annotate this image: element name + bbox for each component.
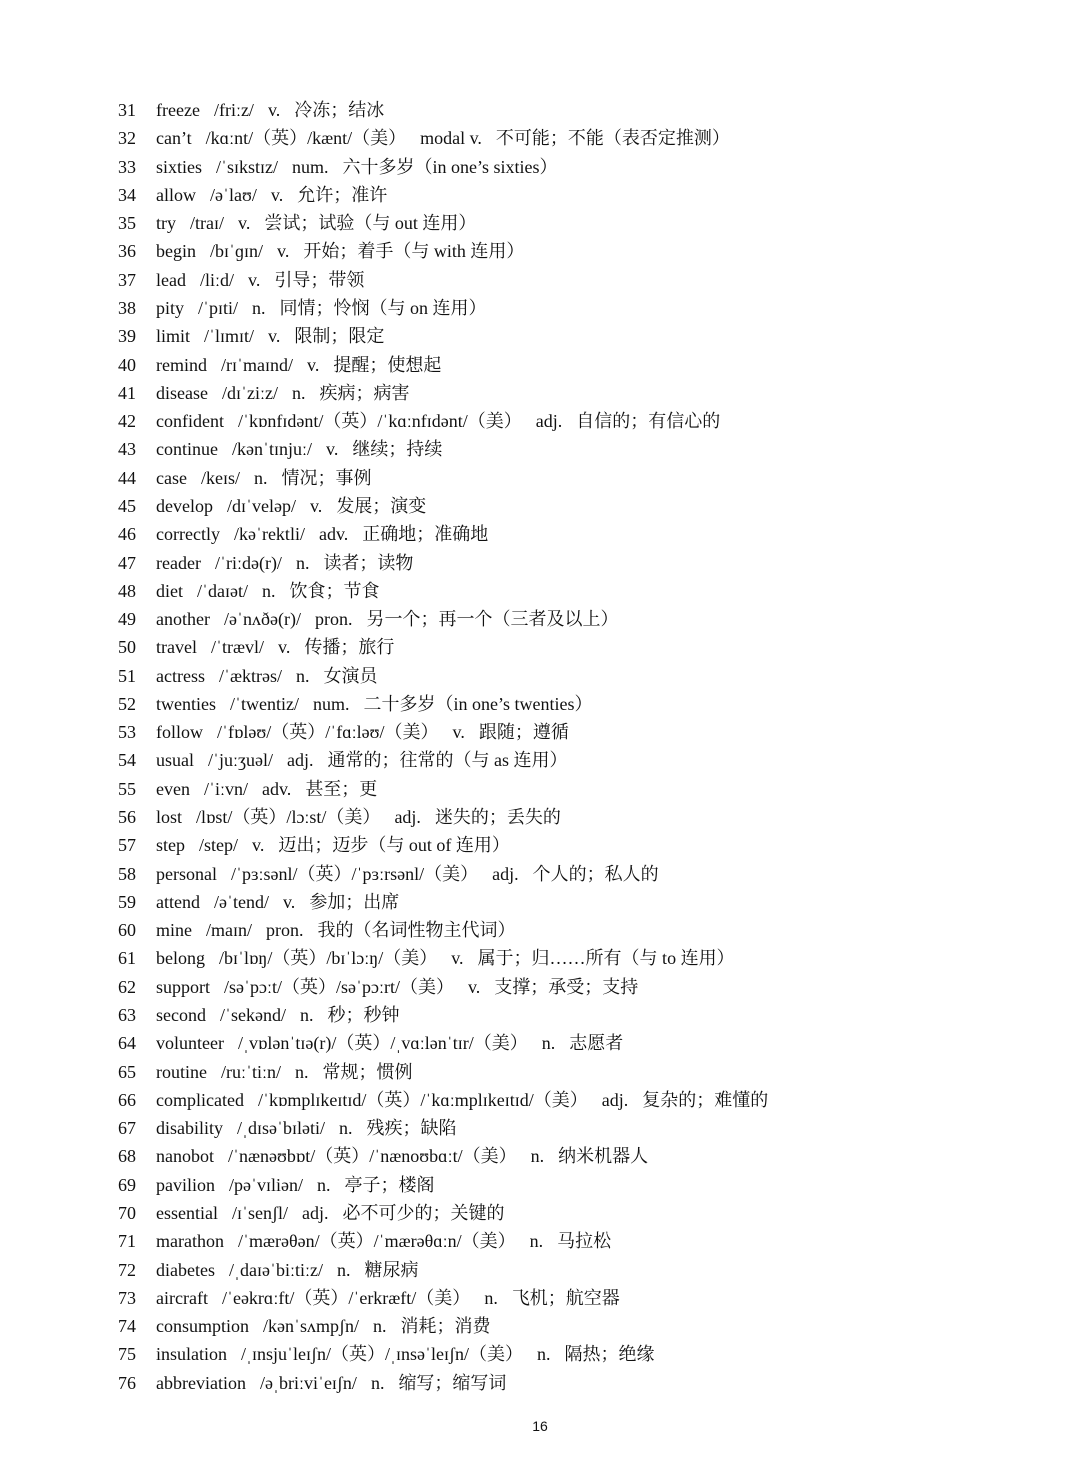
entry-part-of-speech: n. — [338, 1118, 353, 1139]
entry-number: 68 — [118, 1146, 136, 1167]
entry-number: 43 — [118, 439, 136, 460]
entry-number: 76 — [118, 1372, 136, 1393]
entry-part-of-speech: n. — [373, 1316, 387, 1337]
entry-word: can’t — [156, 128, 192, 149]
entry-word: case — [156, 467, 187, 488]
entry-phonetic: /səˈpɔːt/（英）/səˈpɔːrt/（美） — [224, 976, 454, 997]
entry-word: limit — [156, 326, 191, 347]
vocab-entry — [118, 351, 1058, 379]
vocab-entry — [118, 237, 1058, 265]
entry-phonetic: /lɒst/（英）/lɔːst/（美） — [196, 807, 381, 828]
entry-word: remind — [156, 354, 207, 375]
entry-number: 31 — [118, 100, 136, 120]
entry-number: 55 — [118, 778, 136, 799]
entry-word: develop — [156, 495, 213, 516]
entry-number: 57 — [118, 835, 136, 856]
entry-number: 72 — [118, 1259, 136, 1280]
entry-meaning: 二十多岁（in one’s twenties） — [363, 693, 593, 714]
vocab-entry — [118, 973, 1058, 1001]
entry-word: travel — [156, 637, 197, 658]
entry-phonetic: /pəˈvɪliən/ — [229, 1174, 303, 1195]
entry-part-of-speech: v. — [267, 100, 281, 120]
entry-number: 44 — [118, 467, 136, 488]
entry-meaning: 缩写；缩写词 — [398, 1372, 507, 1393]
entry-meaning: 女演员 — [323, 665, 378, 686]
entry-meaning: 引导；带领 — [274, 269, 365, 290]
entry-phonetic: /ˈriːdə(r)/ — [214, 552, 282, 573]
entry-number: 39 — [118, 326, 136, 347]
entry-phonetic: /ˈpɜːsənl/（英）/ˈpɜːrsənl/（美） — [230, 863, 479, 884]
entry-word: marathon — [156, 1231, 224, 1252]
entry-part-of-speech: adj. — [286, 750, 314, 771]
vocab-entry — [118, 492, 1058, 520]
vocab-entry — [118, 181, 1058, 209]
entry-phonetic: /kɑːnt/（英）/kænt/（美） — [205, 128, 407, 149]
entry-phonetic: /ˈkɒnfɪdənt/（英）/ˈkɑːnfɪdənt/（美） — [237, 411, 522, 432]
entry-phonetic: /dɪˈziːz/ — [221, 382, 278, 403]
entry-meaning: 尝试；试验（与 out 连用） — [264, 213, 477, 234]
entry-phonetic: /traɪ/ — [190, 213, 224, 234]
vocab-entry — [118, 605, 1058, 633]
entry-meaning: 甚至；更 — [305, 778, 378, 799]
entry-part-of-speech: modal v. — [420, 128, 482, 149]
entry-word: nanobot — [156, 1146, 214, 1167]
entry-part-of-speech: v. — [238, 213, 251, 234]
entry-phonetic: /ˈeəkrɑːft/（英）/ˈerkræft/（美） — [221, 1287, 471, 1308]
entry-number: 61 — [118, 948, 136, 969]
entry-part-of-speech: v. — [451, 948, 464, 969]
entry-number: 48 — [118, 580, 136, 601]
vocab-entry — [118, 803, 1058, 831]
entry-meaning: 糖尿病 — [364, 1259, 419, 1280]
vocab-entry — [118, 1029, 1058, 1057]
entry-part-of-speech: v. — [452, 722, 465, 743]
entry-word: freeze — [156, 100, 200, 120]
entry-word: insulation — [156, 1344, 227, 1365]
entry-number: 54 — [118, 750, 136, 771]
entry-meaning: 六十多岁（in one’s sixties） — [342, 156, 558, 177]
entry-word: volunteer — [156, 1033, 224, 1054]
entry-number: 66 — [118, 1089, 136, 1110]
vocab-entry — [118, 831, 1058, 859]
entry-number: 65 — [118, 1061, 136, 1082]
entry-number: 37 — [118, 269, 136, 290]
entry-phonetic: /əˌbriːviˈeɪʃn/ — [259, 1372, 357, 1393]
entry-phonetic: /ˈlɪmɪt/ — [204, 326, 255, 347]
entry-number: 64 — [118, 1033, 136, 1054]
entry-word: complicated — [156, 1089, 244, 1110]
vocab-entry — [118, 464, 1058, 492]
entry-number: 32 — [118, 128, 136, 149]
entry-part-of-speech: adj. — [492, 863, 519, 884]
entry-meaning: 允许；准许 — [297, 184, 388, 205]
entry-meaning: 跟随；遵循 — [478, 722, 569, 743]
entry-phonetic: /ˌɪnsjuˈleɪʃn/（英）/ˌɪnsəˈleɪʃn/（美） — [241, 1344, 523, 1365]
entry-word: disease — [156, 382, 208, 403]
entry-phonetic: /ˈsɪkstɪz/ — [216, 156, 279, 177]
entry-meaning: 提醒；使想起 — [333, 354, 442, 375]
entry-phonetic: /ˈtwentiz/ — [230, 693, 299, 714]
entry-meaning: 属于；归……所有（与 to 连用） — [477, 948, 735, 969]
entry-number: 63 — [118, 1005, 136, 1025]
entry-word: confident — [156, 411, 224, 432]
entry-meaning: 不可能；不能（表否定推测） — [495, 128, 730, 149]
entry-phonetic: /əˈtend/ — [213, 891, 269, 912]
vocab-entry — [118, 1340, 1058, 1368]
vocab-entry — [118, 1369, 1058, 1397]
entry-phonetic: /ˈtrævl/ — [210, 637, 264, 658]
entry-number: 45 — [118, 495, 136, 516]
entry-meaning: 另一个；再一个（三者及以上） — [366, 609, 619, 630]
entry-phonetic: /ˈpɪti/ — [198, 297, 239, 318]
entry-number: 73 — [118, 1287, 136, 1308]
entry-meaning: 我的（名词性物主代词） — [317, 920, 516, 941]
vocab-entry — [118, 1256, 1058, 1284]
entry-phonetic: /ɪˈsenʃl/ — [231, 1202, 288, 1223]
entry-part-of-speech: v. — [252, 835, 265, 856]
entry-meaning: 发展；演变 — [336, 495, 427, 516]
entry-word: support — [156, 976, 210, 997]
entry-part-of-speech: n. — [484, 1287, 498, 1308]
entry-part-of-speech: v. — [325, 439, 339, 460]
entry-word: begin — [156, 241, 196, 262]
vocab-entry — [118, 266, 1058, 294]
entry-number: 34 — [118, 184, 136, 205]
entry-meaning: 读者；读物 — [323, 552, 414, 573]
entry-meaning: 饮食；节食 — [289, 580, 380, 601]
entry-word: attend — [156, 891, 200, 912]
entry-word: aircraft — [156, 1287, 208, 1308]
entry-part-of-speech: adj. — [601, 1089, 629, 1110]
entry-meaning: 个人的；私人的 — [532, 863, 659, 884]
entry-word: consumption — [156, 1316, 249, 1337]
entry-word: personal — [156, 863, 217, 884]
entry-number: 33 — [118, 156, 136, 177]
entry-number: 70 — [118, 1202, 136, 1223]
entry-meaning: 支撑；承受；支持 — [494, 976, 639, 997]
entry-part-of-speech: n. — [529, 1231, 544, 1252]
vocab-entry — [118, 153, 1058, 181]
entry-part-of-speech: n. — [370, 1372, 385, 1393]
entry-word: lead — [156, 269, 186, 290]
entry-phonetic: /ˈnænəʊbɒt/（英）/ˈnænoʊbɑːt/（美） — [228, 1146, 517, 1167]
vocab-entry — [118, 1171, 1058, 1199]
entry-part-of-speech: n. — [253, 467, 268, 488]
vocab-entry — [118, 1086, 1058, 1114]
entry-meaning: 志愿者 — [569, 1033, 624, 1054]
vocab-entry — [118, 944, 1058, 972]
entry-number: 36 — [118, 241, 136, 262]
entry-meaning: 通常的；往常的（与 as 连用） — [327, 750, 568, 771]
entry-phonetic: /əˈnʌðə(r)/ — [223, 609, 301, 630]
entry-word: follow — [156, 722, 203, 743]
vocab-entry — [118, 662, 1058, 690]
entry-number: 35 — [118, 213, 136, 234]
entry-word: diabetes — [156, 1259, 215, 1280]
entry-meaning: 限制；限定 — [294, 326, 385, 347]
entry-phonetic: /dɪˈveləp/ — [226, 495, 296, 516]
entry-word: reader — [156, 552, 201, 573]
entry-part-of-speech: pron. — [314, 609, 353, 630]
entry-number: 51 — [118, 665, 136, 686]
page-number: 16 — [532, 1418, 548, 1434]
entry-word: belong — [156, 948, 205, 969]
vocab-entry — [118, 1058, 1058, 1086]
entry-meaning: 消耗；消费 — [400, 1316, 491, 1337]
entry-word: pavilion — [156, 1174, 215, 1195]
entry-phonetic: /ˈfɒləʊ/（英）/ˈfɑːləʊ/（美） — [217, 722, 439, 743]
entry-meaning: 常规；惯例 — [322, 1061, 413, 1082]
entry-phonetic: /kənˈsʌmpʃn/ — [263, 1316, 359, 1337]
entry-part-of-speech: v. — [306, 354, 320, 375]
entry-phonetic: /maɪn/ — [206, 920, 252, 941]
entry-number: 56 — [118, 807, 136, 828]
entry-part-of-speech: adv. — [318, 524, 349, 545]
entry-phonetic: /ˈmærəθən/（英）/ˈmærəθɑːn/（美） — [237, 1231, 516, 1252]
vocab-entry — [118, 916, 1058, 944]
entry-part-of-speech: n. — [291, 382, 306, 403]
entry-word: usual — [156, 750, 194, 771]
entry-word: continue — [156, 439, 218, 460]
entry-part-of-speech: v. — [248, 269, 261, 290]
entry-number: 42 — [118, 411, 136, 432]
entry-word: second — [156, 1005, 206, 1025]
entry-word: correctly — [156, 524, 220, 545]
vocab-entry — [118, 379, 1058, 407]
entry-part-of-speech: adv. — [261, 778, 292, 799]
vocab-entry — [118, 775, 1058, 803]
vocab-entry — [118, 1001, 1058, 1029]
entry-number: 38 — [118, 297, 136, 318]
entry-meaning: 疾病；病害 — [319, 382, 410, 403]
entry-word: actress — [156, 665, 205, 686]
entry-number: 71 — [118, 1231, 136, 1252]
vocab-entry — [118, 96, 1058, 124]
entry-phonetic: /ˈsekənd/ — [219, 1005, 286, 1025]
vocab-entry — [118, 746, 1058, 774]
vocabulary-list — [118, 96, 1058, 1397]
vocab-entry — [118, 860, 1058, 888]
vocab-entry — [118, 1142, 1058, 1170]
entry-meaning: 同情；怜悯（与 on 连用） — [279, 297, 487, 318]
entry-meaning: 复杂的；难懂的 — [642, 1089, 769, 1110]
entry-part-of-speech: n. — [295, 1061, 309, 1082]
vocab-entry — [118, 124, 1058, 152]
entry-part-of-speech: n. — [541, 1033, 556, 1054]
entry-meaning: 正确地；准确地 — [362, 524, 489, 545]
entry-meaning: 迷失的；丢失的 — [434, 807, 561, 828]
entry-number: 52 — [118, 693, 136, 714]
vocab-entry — [118, 1284, 1058, 1312]
entry-phonetic: /ˌvɒlənˈtɪə(r)/（英）/ˌvɑːlənˈtɪr/（美） — [237, 1033, 528, 1054]
entry-part-of-speech: num. — [292, 156, 329, 177]
entry-meaning: 飞机；航空器 — [511, 1287, 620, 1308]
entry-word: twenties — [156, 693, 216, 714]
entry-word: essential — [156, 1202, 218, 1223]
entry-part-of-speech: num. — [312, 693, 350, 714]
entry-phonetic: /ruːˈtiːn/ — [221, 1061, 281, 1082]
entry-part-of-speech: adj. — [394, 807, 421, 828]
entry-word: lost — [156, 807, 183, 828]
entry-meaning: 残疾；缺陷 — [366, 1118, 457, 1139]
entry-number: 46 — [118, 524, 136, 545]
entry-number: 69 — [118, 1174, 136, 1195]
entry-phonetic: /ˈdaɪət/ — [197, 580, 248, 601]
vocab-entry — [118, 1312, 1058, 1340]
entry-phonetic: /bɪˈlɒŋ/（英）/bɪˈlɔːŋ/（美） — [219, 948, 438, 969]
entry-phonetic: /ˈjuːʒuəl/ — [208, 750, 273, 771]
entry-word: sixties — [156, 156, 203, 177]
vocab-entry — [118, 294, 1058, 322]
entry-number: 75 — [118, 1344, 136, 1365]
vocab-entry — [118, 1227, 1058, 1255]
vocab-entry — [118, 322, 1058, 350]
entry-phonetic: /bɪˈɡɪn/ — [210, 241, 263, 262]
entry-phonetic: /ˌdaɪəˈbiːtiːz/ — [228, 1259, 323, 1280]
entry-number: 59 — [118, 891, 136, 912]
entry-phonetic: /rɪˈmaɪnd/ — [221, 354, 293, 375]
vocab-entry — [118, 407, 1058, 435]
entry-part-of-speech: n. — [252, 297, 266, 318]
entry-part-of-speech: v. — [268, 326, 281, 347]
entry-word: disability — [156, 1118, 223, 1139]
vocab-entry — [118, 1114, 1058, 1142]
entry-meaning: 马拉松 — [557, 1231, 612, 1252]
entry-word: try — [156, 213, 176, 234]
entry-part-of-speech: v. — [282, 891, 296, 912]
entry-phonetic: /kəˈrektli/ — [233, 524, 305, 545]
entry-part-of-speech: v. — [277, 241, 290, 262]
entry-phonetic: /ˈiːvn/ — [203, 778, 248, 799]
entry-meaning: 迈出；迈步（与 out of 连用） — [278, 835, 510, 856]
entry-meaning: 冷冻；结冰 — [294, 100, 385, 120]
entry-word: even — [156, 778, 190, 799]
vocab-entry — [118, 1199, 1058, 1227]
entry-part-of-speech: n. — [316, 1174, 331, 1195]
entry-number: 62 — [118, 976, 136, 997]
entry-phonetic: /kənˈtɪnjuː/ — [231, 439, 312, 460]
entry-word: mine — [156, 920, 192, 941]
entry-meaning: 继续；持续 — [352, 439, 443, 460]
entry-number: 58 — [118, 863, 136, 884]
entry-number: 40 — [118, 354, 136, 375]
entry-phonetic: /əˈlaʊ/ — [210, 184, 257, 205]
entry-phonetic: /step/ — [199, 835, 238, 856]
entry-word: allow — [156, 184, 196, 205]
entry-part-of-speech: pron. — [266, 920, 304, 941]
entry-number: 53 — [118, 722, 136, 743]
entry-word: diet — [156, 580, 183, 601]
vocab-entry — [118, 577, 1058, 605]
entry-part-of-speech: n. — [295, 552, 310, 573]
entry-meaning: 必不可少的；关键的 — [342, 1202, 505, 1223]
entry-number: 67 — [118, 1118, 136, 1139]
entry-phonetic: /keɪs/ — [200, 467, 240, 488]
entry-part-of-speech: n. — [299, 1005, 314, 1025]
entry-meaning: 纳米机器人 — [558, 1146, 649, 1167]
entry-part-of-speech: n. — [261, 580, 276, 601]
entry-meaning: 情况；事例 — [281, 467, 372, 488]
vocab-entry — [118, 435, 1058, 463]
entry-word: another — [156, 609, 210, 630]
entry-phonetic: /ˈæktrəs/ — [218, 665, 282, 686]
entry-number: 50 — [118, 637, 136, 658]
entry-number: 60 — [118, 920, 136, 941]
vocab-entry — [118, 209, 1058, 237]
vocab-entry — [118, 718, 1058, 746]
vocab-entry — [118, 520, 1058, 548]
entry-part-of-speech: v. — [309, 495, 323, 516]
entry-number: 47 — [118, 552, 136, 573]
entry-part-of-speech: n. — [295, 665, 310, 686]
entry-word: pity — [156, 297, 185, 318]
entry-word: step — [156, 835, 185, 856]
entry-part-of-speech: n. — [536, 1344, 551, 1365]
entry-number: 41 — [118, 382, 136, 403]
entry-meaning: 开始；着手（与 with 连用） — [303, 241, 525, 262]
entry-phonetic: /liːd/ — [199, 269, 234, 290]
entry-word: routine — [156, 1061, 207, 1082]
entry-meaning: 亭子；楼阁 — [344, 1174, 435, 1195]
entry-part-of-speech: v. — [467, 976, 481, 997]
entry-part-of-speech: adj. — [535, 411, 563, 432]
entry-word: abbreviation — [156, 1372, 246, 1393]
entry-number: 74 — [118, 1316, 136, 1337]
entry-part-of-speech: adj. — [301, 1202, 329, 1223]
entry-number: 49 — [118, 609, 136, 630]
entry-phonetic: /ˌdɪsəˈbɪləti/ — [237, 1118, 325, 1139]
vocab-entry — [118, 549, 1058, 577]
entry-meaning: 隔热；绝缘 — [564, 1344, 655, 1365]
entry-phonetic: /ˈkɒmplɪkeɪtɪd/（英）/ˈkɑːmplɪkeɪtɪd/（美） — [257, 1089, 588, 1110]
entry-meaning: 秒；秒钟 — [327, 1005, 400, 1025]
entry-phonetic: /friːz/ — [213, 100, 254, 120]
entry-meaning: 参加；出席 — [309, 891, 400, 912]
vocab-entry — [118, 690, 1058, 718]
vocab-entry — [118, 633, 1058, 661]
entry-part-of-speech: v. — [270, 184, 284, 205]
entry-meaning: 自信的；有信心的 — [576, 411, 721, 432]
vocab-entry — [118, 888, 1058, 916]
entry-part-of-speech: n. — [336, 1259, 351, 1280]
entry-part-of-speech: v. — [277, 637, 291, 658]
entry-meaning: 传播；旅行 — [304, 637, 395, 658]
entry-part-of-speech: n. — [530, 1146, 545, 1167]
